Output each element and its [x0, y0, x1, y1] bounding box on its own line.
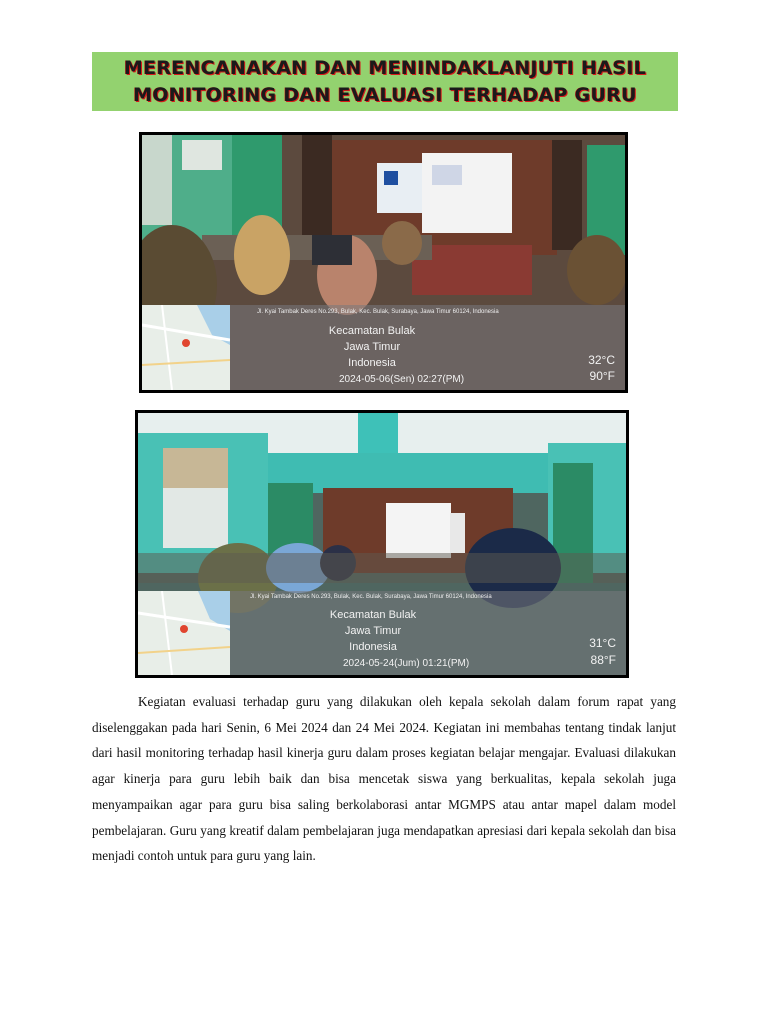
geotag-district: Kecamatan Bulak: [329, 609, 417, 621]
geotag-datetime: 2024-05-06(Sen) 02:27(PM): [339, 374, 465, 385]
temperature-fahrenheit: 90°F: [589, 369, 615, 383]
map-thumbnail: [138, 591, 230, 675]
map-thumbnail: [142, 305, 230, 390]
map-icon: [138, 591, 230, 675]
temperature-celsius: 31°C: [589, 636, 616, 650]
geotag-country: Indonesia: [348, 357, 396, 369]
geotag-country: Indonesia: [349, 641, 397, 653]
geotag-province: Jawa Timur: [343, 341, 401, 353]
description-paragraph: Kegiatan evaluasi terhadap guru yang dilakukan oleh kepala sekolah dalam forum rapat yang diselenggakan pada hari Senin, 6 Mei 2024 dan 24 Mei 2024. Kegiatan ini membahas tentang tindak lanjut dari hasil monitoring terhadap hasil kinerja guru dalam proses kegiatan belajar mengajar. Evaluasi dilakukan agar kinerja para guru lebih baik dan bisa mencetak siswa yang berkualitas, kepala sekolah juga menyampaikan agar para guru bisa saling berkolaborasi antar MGMPS atau antar mapel dalam model pembelajaran. Guru yang kreatif dalam pembelajaran juga mendapatkan apresiasi dari kepala sekolah dan bisa menjadi contoh untuk para guru yang lain.: [92, 694, 676, 864]
geotag-district: Kecamatan Bulak: [328, 325, 416, 337]
temperature-celsius: 32°C: [588, 353, 615, 367]
geotag-address: Jl. Kyai Tambak Deres No.293, Bulak, Kec. Bulak, Surabaya, Jawa Timur 60124, Indonesia: [250, 594, 492, 600]
meeting-photo-2: [135, 410, 629, 678]
temperature-fahrenheit: 88°F: [590, 653, 616, 667]
page-title: [92, 52, 678, 111]
geotag-province: Jawa Timur: [344, 625, 402, 637]
title-line-2: MONITORING DAN EVALUASI TERHADAP GURU: [133, 84, 637, 106]
geotag-address: Jl. Kyai Tambak Deres No.293, Bulak, Kec. Bulak, Surabaya, Jawa Timur 60124, Indonesia: [257, 309, 499, 315]
map-icon: [142, 305, 230, 390]
geotag-datetime: 2024-05-24(Jum) 01:21(PM): [343, 658, 470, 669]
meeting-photo-1: [139, 132, 628, 393]
title-line-1: MERENCANAKAN DAN MENINDAKLANJUTI HASIL: [123, 57, 647, 79]
